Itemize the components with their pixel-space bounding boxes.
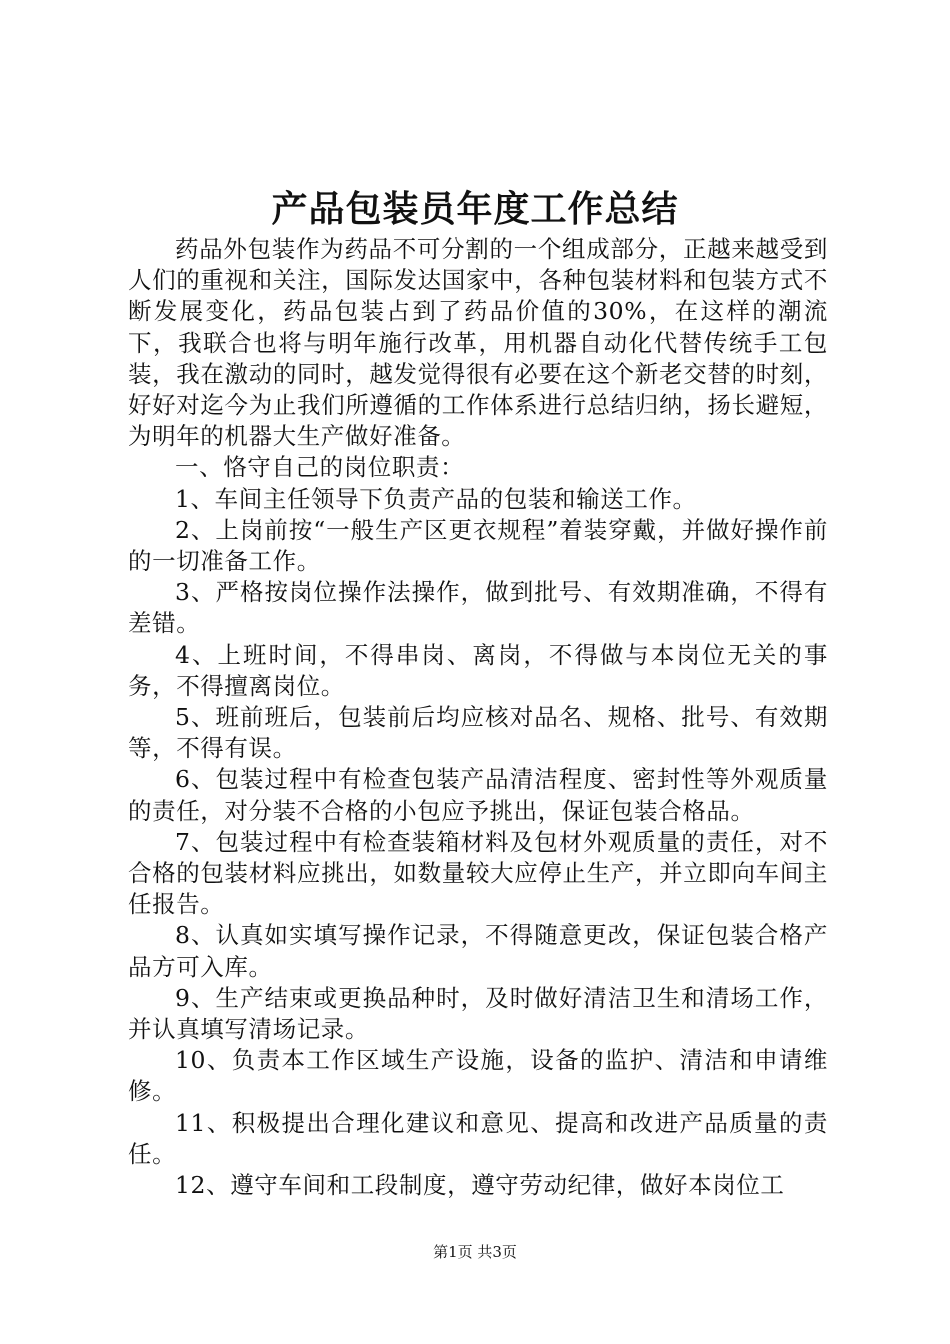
section-heading: 一、恪守自己的岗位职责：: [175, 453, 465, 482]
duty-item-6: 6、包装过程中有检查包装产品清洁程度、密封性等外观质量的责任，对分装不合格的小包应予挑出，保证包装合格品。: [128, 765, 828, 825]
duty-item-12: 12、遵守车间和工段制度，遵守劳动纪律，做好本岗位工: [175, 1171, 785, 1200]
duty-item-11: 11、积极提出合理化建议和意见、提高和改进产品质量的责任。: [128, 1108, 828, 1168]
duty-item-9: 9、生产结束或更换品种时，及时做好清洁卫生和清场工作，并认真填写清场记录。: [128, 983, 828, 1044]
duty-item-4: 4、上班时间，不得串岗、离岗，不得做与本岗位无关的事务，不得擅离岗位。: [128, 640, 828, 700]
document-body: [128, 234, 828, 1201]
duty-item-1: 1、车间主任领导下负责产品的包装和输送工作。: [175, 484, 697, 513]
intro-paragraph: 药品外包装作为药品不可分割的一个组成部分，正越来越受到人们的重视和关注，国际发达国家中，各种包装材料和包装方式不断发展变化，药品包装占到了药品价值的30%，在这样的潮流下，我联合也将与明年施行改革，用机器自动化代替传统手工包装，我在激动的同时，越发觉得很有必要在这个新老交替的时刻，好好对迄今为止我们所遵循的工作体系进行总结归纳，扬长避短，为明年的机器大生产做好准备。: [128, 235, 828, 451]
page-number-footer: 第1页 共3页: [433, 1243, 517, 1261]
duty-item-10: 10、负责本工作区域生产设施，设备的监护、清洁和申请维修。: [128, 1046, 828, 1106]
duty-item-3: 3、严格按岗位操作法操作，做到批号、有效期准确，不得有差错。: [128, 578, 828, 638]
duty-item-7: 7、包装过程中有检查装箱材料及包材外观质量的责任，对不合格的包装材料应挑出，如数量较大应停止生产，并立即向车间主任报告。: [128, 827, 828, 919]
duty-item-8: 8、认真如实填写操作记录，不得随意更改，保证包装合格产品方可入库。: [128, 921, 828, 981]
duty-item-5: 5、班前班后，包装前后均应核对品名、规格、批号、有效期等，不得有误。: [128, 703, 828, 763]
duty-item-2: 2、上岗前按“一般生产区更衣规程”着装穿戴，并做好操作前的一切准备工作。: [128, 515, 828, 576]
document-title: 产品包装员年度工作总结: [271, 188, 679, 230]
